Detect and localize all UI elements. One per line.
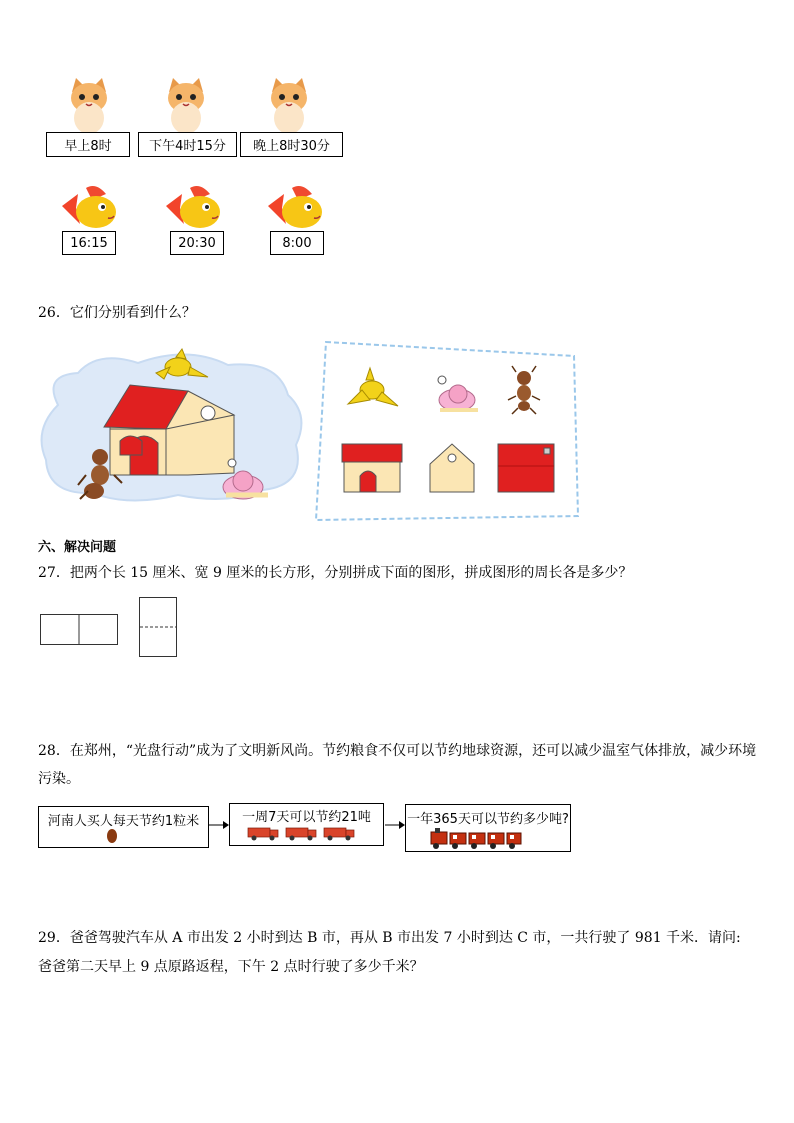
- question-29-line2: 爸爸第二天早上 9 点原路返程，下午 2 点时行驶了多少千米？: [38, 959, 424, 975]
- cat-icon: [66, 78, 112, 132]
- fish-icon: [268, 186, 324, 232]
- cat-icon: [266, 78, 312, 132]
- house-front-view-icon: [342, 444, 402, 492]
- fish-time-label: 20:30: [170, 231, 224, 255]
- flow-step-text: 河南人买人每天节约1粒米: [47, 814, 200, 829]
- flow-step-text: 一年365天可以节约多少吨?: [407, 812, 569, 827]
- question-28-line2: 污染。: [38, 771, 80, 787]
- question-29-line1: 29．爸爸驾驶汽车从 A 市出发 2 小时到达 B 市，再从 B 市出发 7 小时到达 C 市，一共行驶了 981 千米．请问:: [38, 930, 741, 946]
- combined-rectangles-horizontal: [40, 614, 120, 646]
- train-icon: [431, 828, 523, 850]
- flow-step-1: [38, 806, 209, 848]
- question-26: 26．它们分别看到什么？: [38, 305, 196, 321]
- question-28-line1: 28．在郑州，“光盘行动”成为了文明新风尚。节约粮食不仅可以节约地球资源，还可以减少温室气体排放，减少环境: [38, 743, 757, 759]
- rice-grain-icon: [104, 828, 120, 844]
- fish-icon: [62, 186, 118, 232]
- fish-time-label: 16:15: [62, 231, 116, 255]
- cat-time-label: 晚上8时30分: [240, 132, 343, 157]
- combined-rectangles-vertical: [139, 597, 179, 659]
- cat-icon: [163, 78, 209, 132]
- cat-time-label: 下午4时15分: [138, 132, 237, 157]
- arrow-right-icon: [209, 821, 229, 829]
- house-scene-illustration: [38, 345, 308, 505]
- fish-icon: [166, 186, 222, 232]
- flow-step-text: 一周7天可以节约21吨: [242, 810, 371, 825]
- section-title: 六、解决问题: [38, 540, 117, 555]
- answer-options-card: [312, 338, 582, 523]
- cat-time-label: 早上8时: [46, 132, 130, 157]
- house-top-view-icon: [498, 444, 554, 492]
- arrow-right-icon: [385, 821, 405, 829]
- trucks-icon: [248, 825, 358, 841]
- question-27: 27．把两个长 15 厘米、宽 9 厘米的长方形，分别拼成下面的图形，拼成图形的周长各是多少？: [38, 565, 633, 581]
- fish-time-label: 8:00: [270, 231, 324, 255]
